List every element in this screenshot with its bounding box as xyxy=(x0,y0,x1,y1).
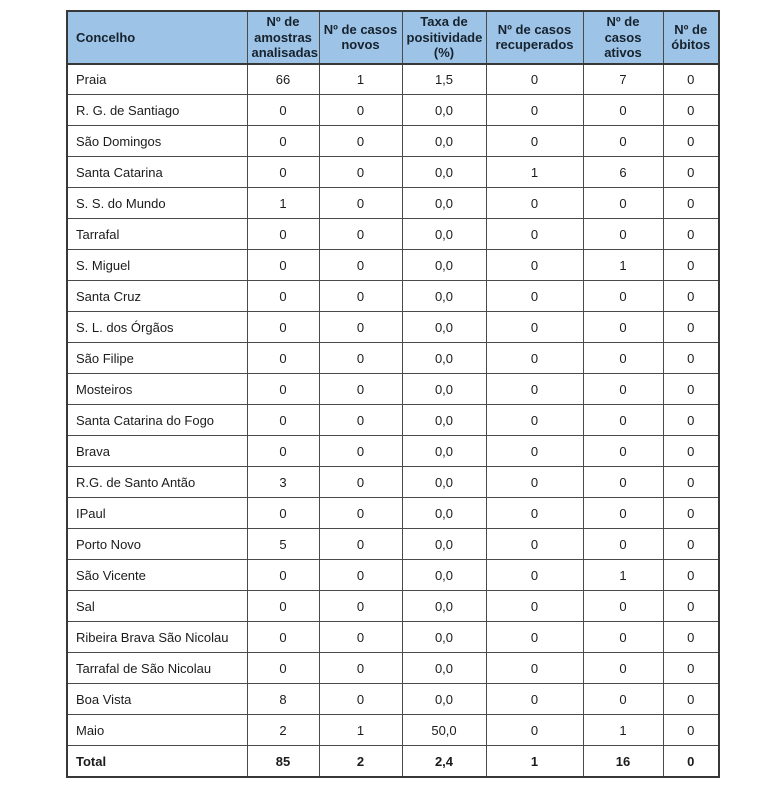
value-cell: 0 xyxy=(663,95,719,126)
value-cell: 0 xyxy=(319,219,402,250)
value-cell: 0 xyxy=(319,529,402,560)
value-cell: 0 xyxy=(319,622,402,653)
concelho-cell: Mosteiros xyxy=(67,374,247,405)
column-header: Nº de amostras analisadas xyxy=(247,11,319,64)
value-cell: 85 xyxy=(247,746,319,777)
value-cell: 0 xyxy=(663,219,719,250)
table-row xyxy=(67,312,719,343)
table-row xyxy=(67,622,719,653)
value-cell: 0 xyxy=(663,622,719,653)
column-header: Nº de casos ativos xyxy=(583,11,663,64)
table-row xyxy=(67,560,719,591)
value-cell: 7 xyxy=(583,64,663,95)
value-cell: 1,5 xyxy=(402,64,486,95)
value-cell: 0 xyxy=(247,157,319,188)
value-cell: 1 xyxy=(319,715,402,746)
value-cell: 0 xyxy=(663,746,719,777)
value-cell: 0 xyxy=(486,312,583,343)
value-cell: 0 xyxy=(247,653,319,684)
table-body xyxy=(67,64,719,777)
table-row xyxy=(67,188,719,219)
column-header: Concelho xyxy=(67,11,247,64)
value-cell: 0 xyxy=(486,715,583,746)
column-header: Nº de óbitos xyxy=(663,11,719,64)
value-cell: 0 xyxy=(486,250,583,281)
table-row xyxy=(67,343,719,374)
concelho-cell: Santa Catarina xyxy=(67,157,247,188)
value-cell: 0 xyxy=(583,653,663,684)
value-cell: 0 xyxy=(663,374,719,405)
table-row xyxy=(67,498,719,529)
value-cell: 0 xyxy=(486,281,583,312)
value-cell: 0 xyxy=(663,64,719,95)
concelho-cell: Total xyxy=(67,746,247,777)
value-cell: 0 xyxy=(663,529,719,560)
value-cell: 8 xyxy=(247,684,319,715)
concelho-cell: Tarrafal de São Nicolau xyxy=(67,653,247,684)
value-cell: 0 xyxy=(486,467,583,498)
value-cell: 0 xyxy=(583,467,663,498)
value-cell: 1 xyxy=(319,64,402,95)
value-cell: 0,0 xyxy=(402,436,486,467)
table-row xyxy=(67,219,719,250)
value-cell: 0 xyxy=(319,405,402,436)
value-cell: 0 xyxy=(663,343,719,374)
value-cell: 0 xyxy=(319,436,402,467)
value-cell: 0 xyxy=(663,436,719,467)
value-cell: 0 xyxy=(247,498,319,529)
value-cell: 2 xyxy=(319,746,402,777)
value-cell: 0 xyxy=(663,281,719,312)
value-cell: 0,0 xyxy=(402,622,486,653)
concelho-cell: Brava xyxy=(67,436,247,467)
value-cell: 50,0 xyxy=(402,715,486,746)
table-row xyxy=(67,374,719,405)
concelho-cell: Santa Catarina do Fogo xyxy=(67,405,247,436)
value-cell: 0,0 xyxy=(402,95,486,126)
total-row xyxy=(67,746,719,777)
value-cell: 0 xyxy=(486,560,583,591)
value-cell: 0 xyxy=(583,343,663,374)
value-cell: 0 xyxy=(663,715,719,746)
value-cell: 0 xyxy=(583,622,663,653)
value-cell: 0 xyxy=(486,126,583,157)
value-cell: 0 xyxy=(319,560,402,591)
table-row xyxy=(67,405,719,436)
value-cell: 0 xyxy=(319,188,402,219)
table-row xyxy=(67,591,719,622)
table-row xyxy=(67,281,719,312)
concelho-cell: S. S. do Mundo xyxy=(67,188,247,219)
value-cell: 0 xyxy=(583,684,663,715)
value-cell: 0 xyxy=(583,529,663,560)
value-cell: 1 xyxy=(583,560,663,591)
concelho-cell: Santa Cruz xyxy=(67,281,247,312)
value-cell: 1 xyxy=(247,188,319,219)
value-cell: 0,0 xyxy=(402,591,486,622)
concelho-cell: São Filipe xyxy=(67,343,247,374)
concelho-cell: São Vicente xyxy=(67,560,247,591)
table-row xyxy=(67,653,719,684)
value-cell: 0 xyxy=(319,95,402,126)
value-cell: 0 xyxy=(663,250,719,281)
concelho-cell: Tarrafal xyxy=(67,219,247,250)
value-cell: 0,0 xyxy=(402,560,486,591)
value-cell: 0 xyxy=(319,157,402,188)
value-cell: 0,0 xyxy=(402,653,486,684)
value-cell: 1 xyxy=(486,746,583,777)
value-cell: 0 xyxy=(486,95,583,126)
concelho-cell: R. G. de Santiago xyxy=(67,95,247,126)
value-cell: 3 xyxy=(247,467,319,498)
value-cell: 0 xyxy=(319,343,402,374)
value-cell: 0 xyxy=(486,343,583,374)
value-cell: 0 xyxy=(319,312,402,343)
value-cell: 5 xyxy=(247,529,319,560)
value-cell: 0 xyxy=(583,219,663,250)
value-cell: 0 xyxy=(247,405,319,436)
value-cell: 0 xyxy=(663,591,719,622)
value-cell: 2,4 xyxy=(402,746,486,777)
table-row xyxy=(67,64,719,95)
value-cell: 0 xyxy=(319,498,402,529)
value-cell: 0 xyxy=(583,312,663,343)
value-cell: 0,0 xyxy=(402,343,486,374)
value-cell: 0 xyxy=(486,591,583,622)
value-cell: 0 xyxy=(319,653,402,684)
value-cell: 0 xyxy=(247,281,319,312)
value-cell: 0 xyxy=(486,529,583,560)
concelho-cell: Porto Novo xyxy=(67,529,247,560)
value-cell: 0 xyxy=(319,374,402,405)
table-row xyxy=(67,715,719,746)
value-cell: 0 xyxy=(583,95,663,126)
concelho-cell: Maio xyxy=(67,715,247,746)
table-row xyxy=(67,436,719,467)
value-cell: 0 xyxy=(663,684,719,715)
value-cell: 0 xyxy=(663,560,719,591)
value-cell: 0,0 xyxy=(402,467,486,498)
value-cell: 0 xyxy=(319,467,402,498)
value-cell: 0 xyxy=(247,343,319,374)
value-cell: 0,0 xyxy=(402,405,486,436)
concelho-cell: Ribeira Brava São Nicolau xyxy=(67,622,247,653)
value-cell: 0,0 xyxy=(402,281,486,312)
value-cell: 0 xyxy=(486,653,583,684)
value-cell: 0,0 xyxy=(402,157,486,188)
value-cell: 0 xyxy=(486,622,583,653)
value-cell: 0 xyxy=(247,374,319,405)
table-row xyxy=(67,467,719,498)
value-cell: 0 xyxy=(319,591,402,622)
value-cell: 0 xyxy=(319,281,402,312)
value-cell: 0,0 xyxy=(402,219,486,250)
value-cell: 0 xyxy=(663,498,719,529)
value-cell: 1 xyxy=(583,715,663,746)
value-cell: 0 xyxy=(486,684,583,715)
table-row xyxy=(67,529,719,560)
table-row xyxy=(67,126,719,157)
value-cell: 0 xyxy=(319,684,402,715)
value-cell: 0 xyxy=(663,126,719,157)
value-cell: 0 xyxy=(247,591,319,622)
value-cell: 0 xyxy=(583,126,663,157)
value-cell: 0 xyxy=(319,250,402,281)
value-cell: 0 xyxy=(247,126,319,157)
value-cell: 0 xyxy=(486,374,583,405)
concelho-cell: Boa Vista xyxy=(67,684,247,715)
table-head xyxy=(67,11,719,64)
concelho-cell: IPaul xyxy=(67,498,247,529)
table-row xyxy=(67,157,719,188)
value-cell: 0 xyxy=(663,405,719,436)
value-cell: 0 xyxy=(486,498,583,529)
concelho-cell: Sal xyxy=(67,591,247,622)
value-cell: 0 xyxy=(663,157,719,188)
value-cell: 0 xyxy=(663,467,719,498)
covid-municipality-table xyxy=(66,10,720,778)
header-row xyxy=(67,11,719,64)
value-cell: 1 xyxy=(583,250,663,281)
value-cell: 0 xyxy=(486,405,583,436)
value-cell: 0 xyxy=(663,312,719,343)
value-cell: 66 xyxy=(247,64,319,95)
column-header: Nº de casos novos xyxy=(319,11,402,64)
value-cell: 6 xyxy=(583,157,663,188)
value-cell: 0,0 xyxy=(402,312,486,343)
value-cell: 0 xyxy=(486,436,583,467)
concelho-cell: R.G. de Santo Antão xyxy=(67,467,247,498)
value-cell: 0 xyxy=(583,188,663,219)
value-cell: 0 xyxy=(663,653,719,684)
value-cell: 0 xyxy=(247,436,319,467)
value-cell: 16 xyxy=(583,746,663,777)
value-cell: 0 xyxy=(486,64,583,95)
value-cell: 0 xyxy=(319,126,402,157)
value-cell: 0 xyxy=(583,498,663,529)
column-header: Nº de casos recuperados xyxy=(486,11,583,64)
value-cell: 0 xyxy=(247,622,319,653)
value-cell: 0 xyxy=(583,281,663,312)
concelho-cell: S. L. dos Órgãos xyxy=(67,312,247,343)
concelho-cell: São Domingos xyxy=(67,126,247,157)
value-cell: 0 xyxy=(583,374,663,405)
value-cell: 0 xyxy=(486,188,583,219)
table-row xyxy=(67,250,719,281)
value-cell: 0 xyxy=(486,219,583,250)
value-cell: 0,0 xyxy=(402,684,486,715)
value-cell: 0,0 xyxy=(402,188,486,219)
value-cell: 0 xyxy=(247,250,319,281)
value-cell: 0,0 xyxy=(402,250,486,281)
table-row xyxy=(67,95,719,126)
table-row xyxy=(67,684,719,715)
value-cell: 2 xyxy=(247,715,319,746)
value-cell: 0 xyxy=(247,219,319,250)
value-cell: 0,0 xyxy=(402,126,486,157)
value-cell: 0 xyxy=(247,95,319,126)
concelho-cell: Praia xyxy=(67,64,247,95)
value-cell: 0 xyxy=(247,312,319,343)
value-cell: 0,0 xyxy=(402,374,486,405)
value-cell: 0,0 xyxy=(402,498,486,529)
value-cell: 1 xyxy=(486,157,583,188)
concelho-cell: S. Miguel xyxy=(67,250,247,281)
column-header: Taxa de positividade (%) xyxy=(402,11,486,64)
value-cell: 0,0 xyxy=(402,529,486,560)
value-cell: 0 xyxy=(247,560,319,591)
value-cell: 0 xyxy=(583,436,663,467)
value-cell: 0 xyxy=(583,405,663,436)
value-cell: 0 xyxy=(663,188,719,219)
value-cell: 0 xyxy=(583,591,663,622)
